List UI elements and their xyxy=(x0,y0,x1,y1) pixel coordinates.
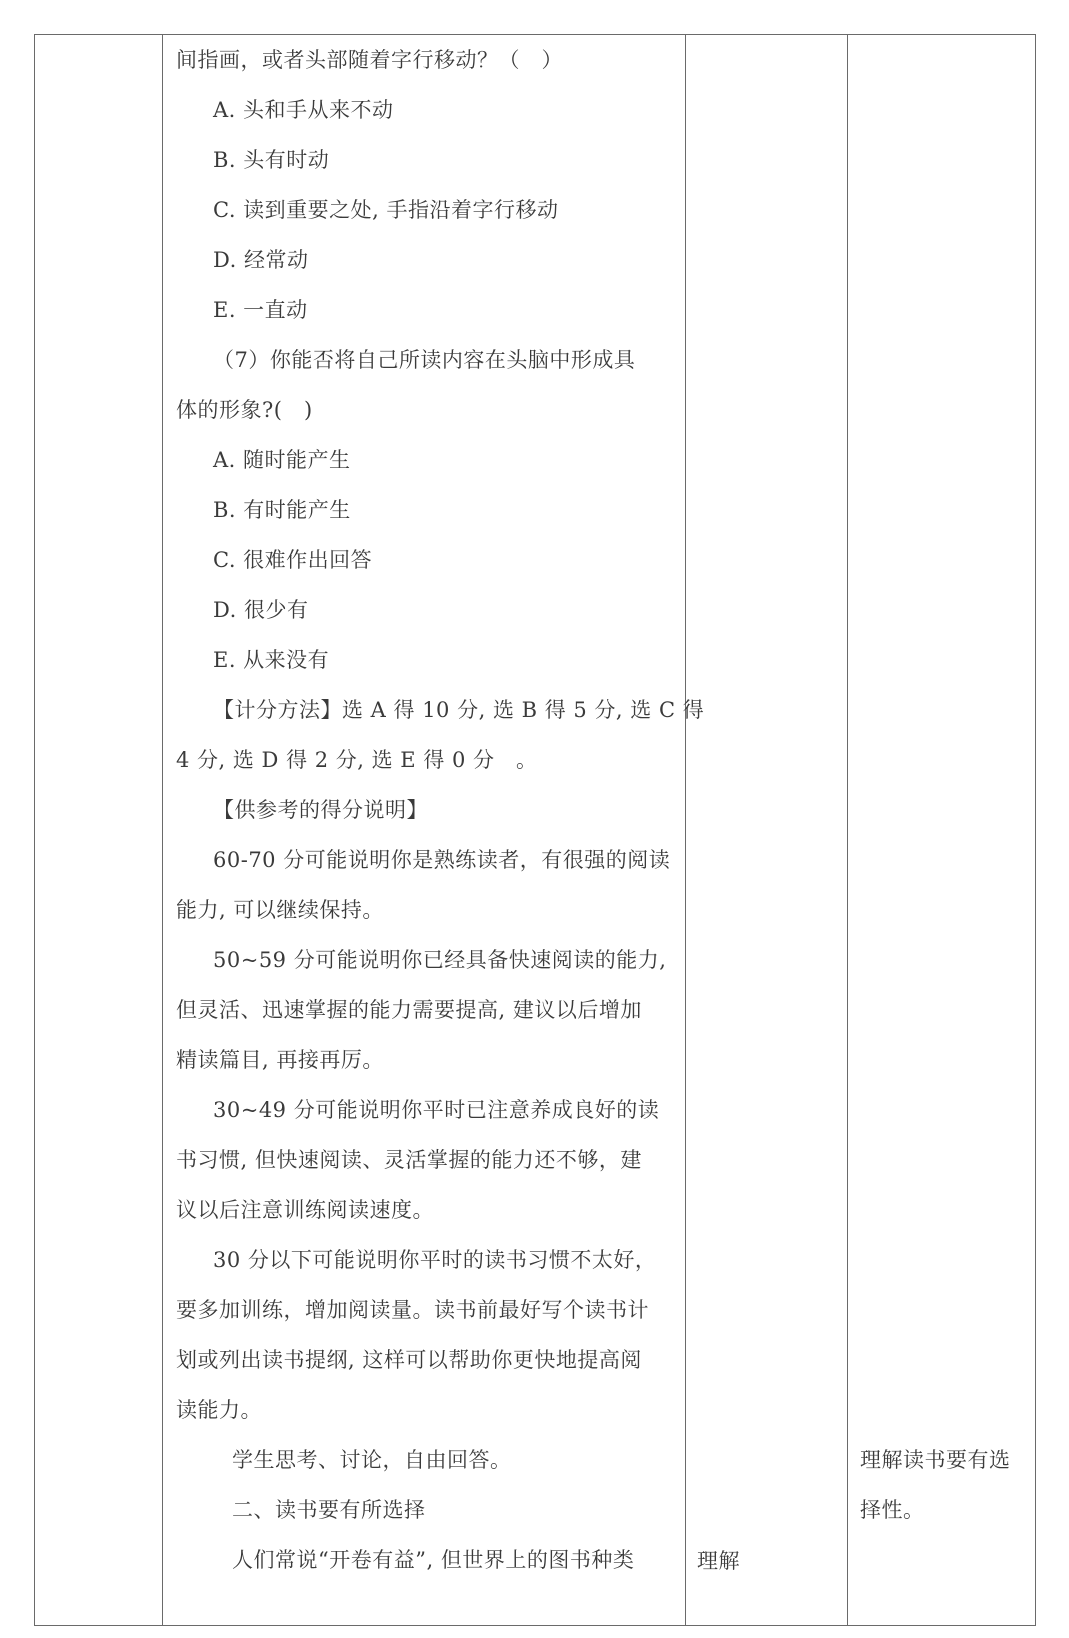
text-line: E. 从来没有 xyxy=(213,648,330,672)
text-line: 人们常说“开卷有益”, 但世界上的图书种类 xyxy=(232,1548,635,1572)
text-line: E. 一直动 xyxy=(213,298,308,322)
activity-column-text: 理解 xyxy=(697,1549,740,1573)
text-line: 4 分, 选 D 得 2 分, 选 E 得 0 分 。 xyxy=(176,748,538,772)
column-divider-1 xyxy=(162,34,163,1626)
text-line: 书习惯, 但快速阅读、灵活掌握的能力还不够，建 xyxy=(176,1148,642,1172)
text-line: C. 读到重要之处, 手指沿着字行移动 xyxy=(213,198,559,222)
text-line: 【计分方法】选 A 得 10 分, 选 B 得 5 分, 选 C 得 xyxy=(213,698,705,722)
text-line: 读能力。 xyxy=(176,1398,262,1422)
text-line: 能力, 可以继续保持。 xyxy=(176,898,384,922)
text-line: A. 随时能产生 xyxy=(213,448,351,472)
section-heading: 二、读书要有所选择 xyxy=(232,1498,426,1522)
text-line: D. 很少有 xyxy=(213,598,309,622)
text-line: 精读篇目, 再接再厉。 xyxy=(176,1048,384,1072)
text-line: C. 很难作出回答 xyxy=(213,548,373,572)
text-line: 学生思考、讨论，自由回答。 xyxy=(232,1448,512,1472)
text-line: 要多加训练，增加阅读量。读书前最好写个读书计 xyxy=(176,1298,649,1322)
text-line: （7）你能否将自己所读内容在头脑中形成具 xyxy=(213,348,636,372)
lesson-plan-table xyxy=(34,34,1036,1626)
intent-text-line: 择性。 xyxy=(860,1498,925,1522)
text-line: D. 经常动 xyxy=(213,248,309,272)
text-line: 30~49 分可能说明你平时已注意养成良好的读 xyxy=(213,1098,660,1122)
text-line: A. 头和手从来不动 xyxy=(213,98,394,122)
text-line: 30 分以下可能说明你平时的读书习惯不太好， xyxy=(213,1248,657,1272)
column-divider-2 xyxy=(685,34,686,1626)
intent-text-line: 理解读书要有选 xyxy=(860,1448,1011,1472)
text-line: B. 头有时动 xyxy=(213,148,330,172)
text-line: 【供参考的得分说明】 xyxy=(213,798,428,822)
text-line: B. 有时能产生 xyxy=(213,498,351,522)
text-line: 但灵活、迅速掌握的能力需要提高, 建议以后增加 xyxy=(176,998,642,1022)
text-line: 60-70 分可能说明你是熟练读者，有很强的阅读 xyxy=(213,848,671,872)
text-line: 议以后注意训练阅读速度。 xyxy=(176,1198,434,1222)
text-line: 划或列出读书提纲, 这样可以帮助你更快地提高阅 xyxy=(176,1348,642,1372)
text-line: 50~59 分可能说明你已经具备快速阅读的能力, xyxy=(213,948,667,972)
column-divider-3 xyxy=(847,34,848,1626)
text-line: 体的形象?( ) xyxy=(176,398,313,422)
text-line: 间指画，或者头部随着字行移动？（ ） xyxy=(176,48,563,72)
